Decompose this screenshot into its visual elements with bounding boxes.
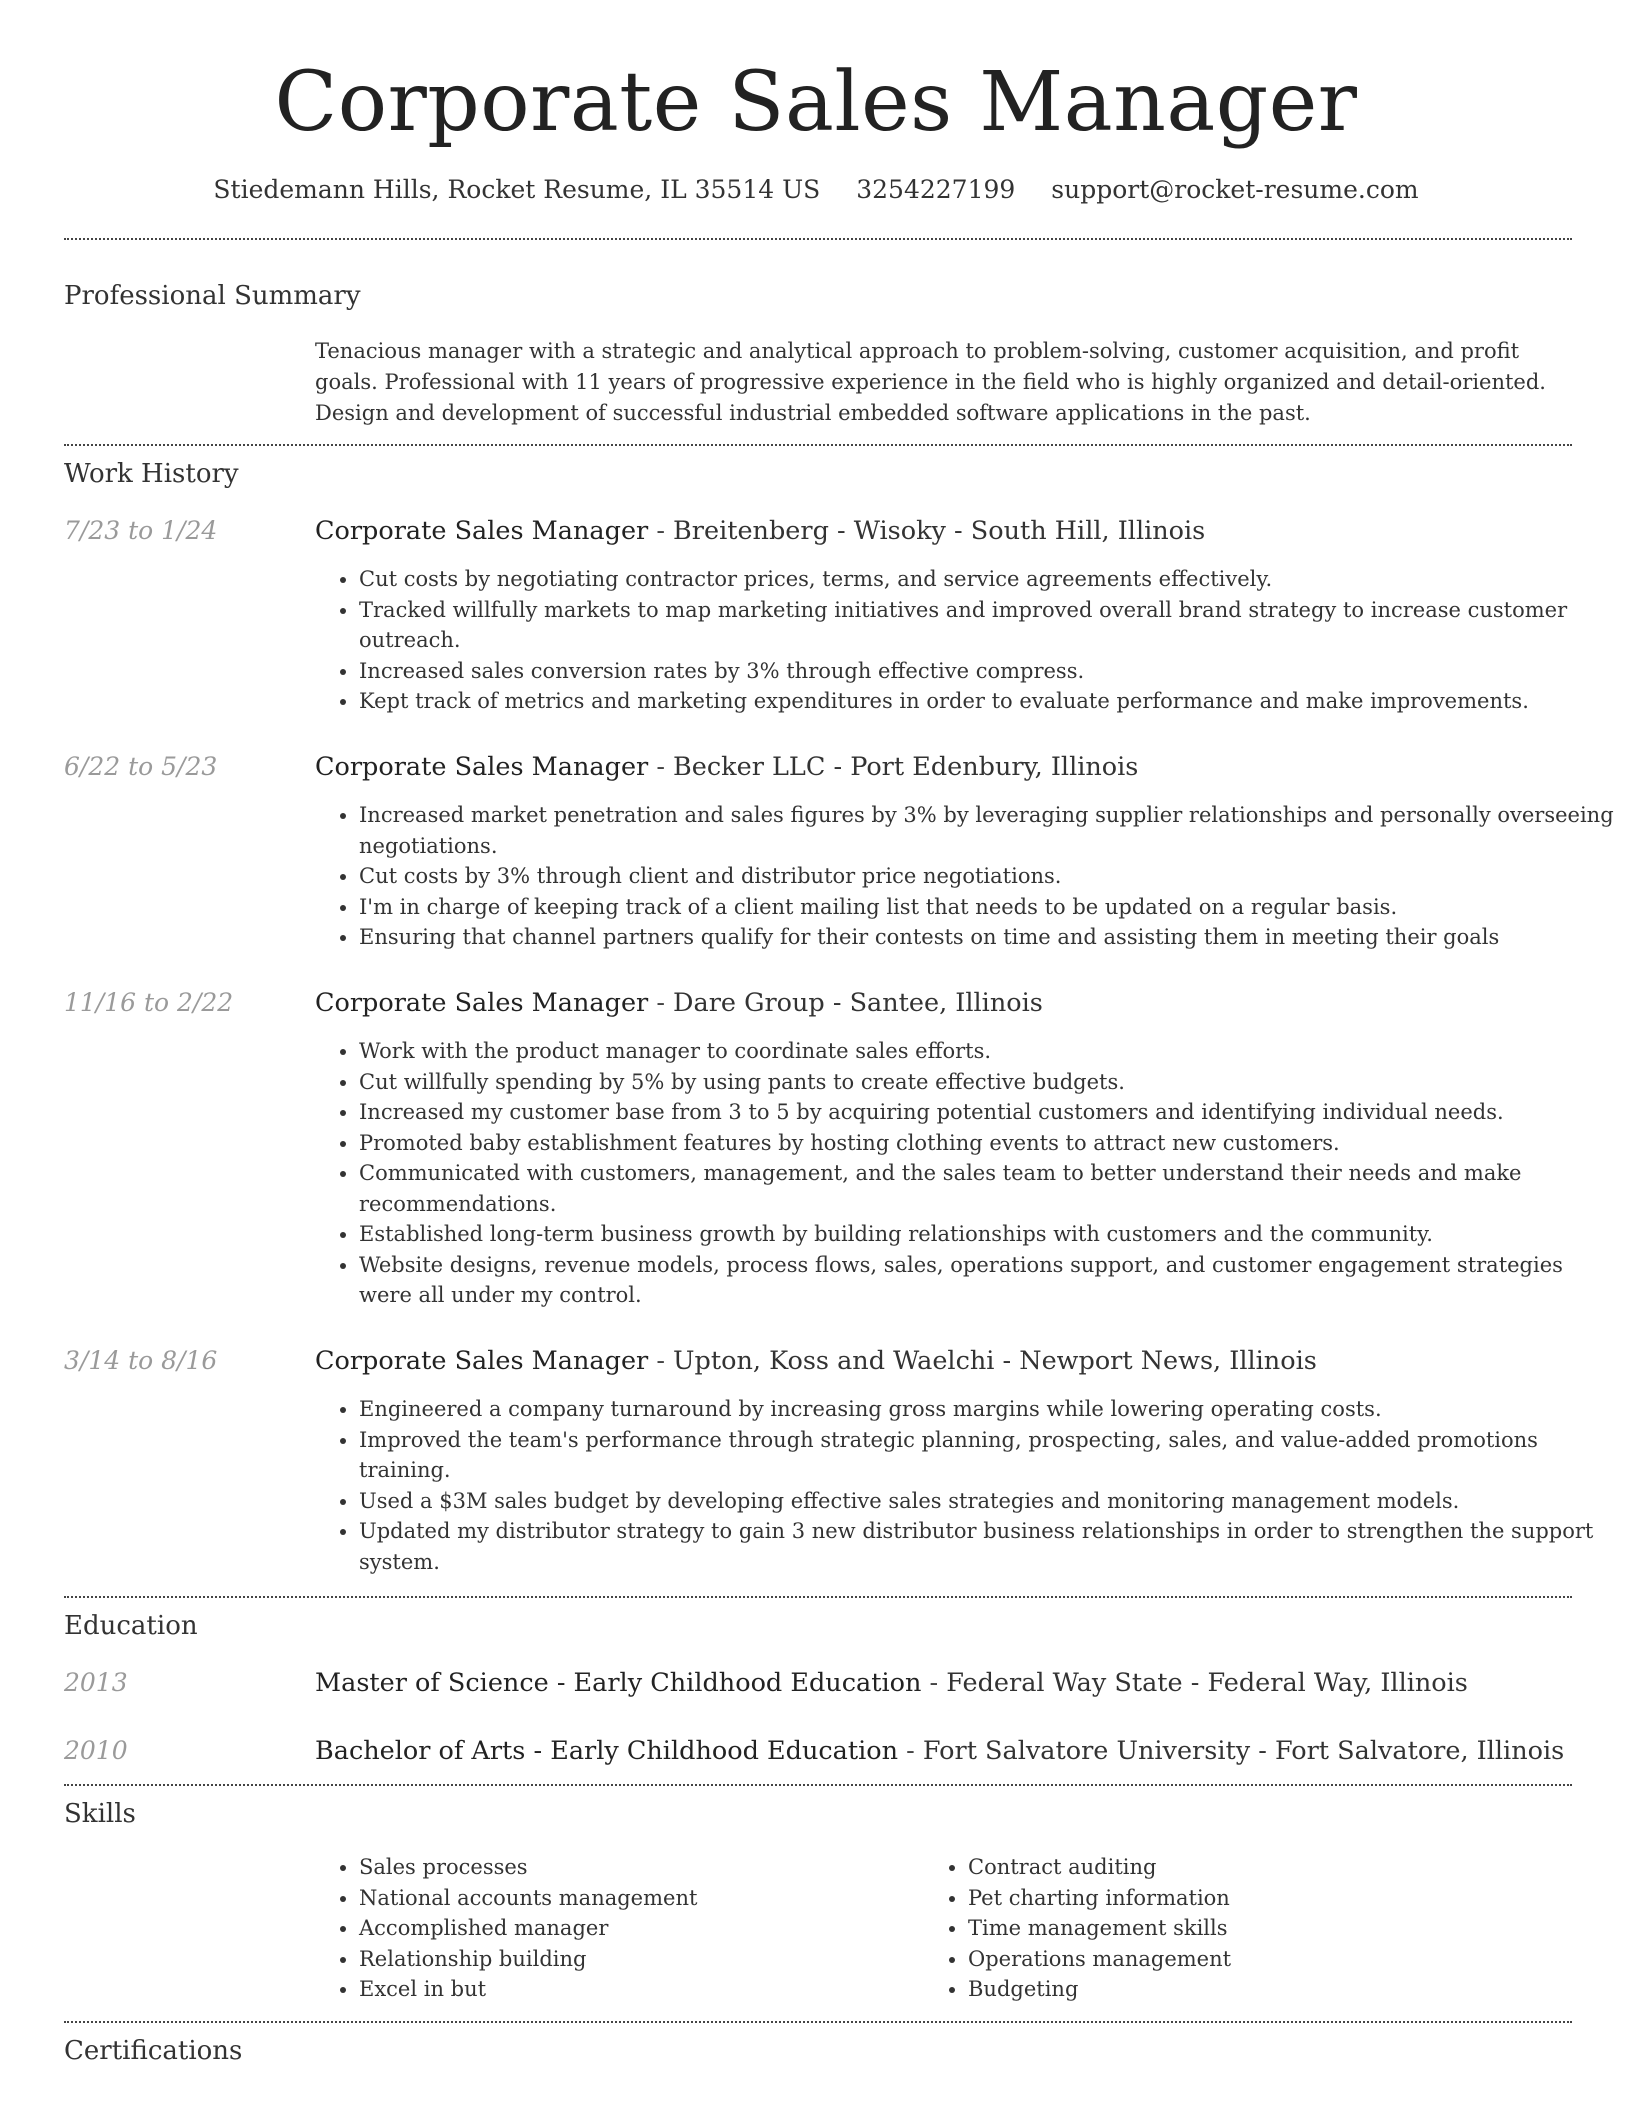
job-role: Corporate Sales Manager bbox=[315, 752, 649, 782]
job-title: Corporate Sales Manager - Upton, Koss and Waelchi - Newport News, Illinois bbox=[315, 1346, 1317, 1376]
bullet-item: • Work with the product manager to coordinate sales efforts. bbox=[359, 1036, 1616, 1067]
education-year: 2010 bbox=[64, 1736, 128, 1765]
job-title: Corporate Sales Manager - Becker LLC - Port Edenbury, Illinois bbox=[315, 752, 1139, 782]
job-bullets bbox=[315, 1394, 1616, 1577]
bullet-item: • Increased sales conversion rates by 3% through effective compress. bbox=[359, 656, 1616, 687]
job-dates: 3/14 to 8/16 bbox=[64, 1346, 218, 1375]
bullet-item: • I'm in charge of keeping track of a client mailing list that needs to be updated on a regular basis. bbox=[359, 892, 1616, 923]
job-title: Corporate Sales Manager - Dare Group - Santee, Illinois bbox=[315, 988, 1043, 1018]
bullet-item: • Promoted baby establishment features by hosting clothing events to attract new customers. bbox=[359, 1128, 1616, 1159]
education-degree: Master of Science - Early Childhood Education bbox=[315, 1668, 922, 1698]
section-divider bbox=[64, 1784, 1572, 1786]
job-dates: 6/22 to 5/23 bbox=[64, 752, 218, 781]
bullet-item: • Kept track of metrics and marketing expenditures in order to evaluate performance and make improvements. bbox=[359, 686, 1616, 717]
resume-name: Corporate Sales Manager bbox=[274, 55, 1358, 150]
job-bullets bbox=[315, 1036, 1616, 1311]
bullet-item: • Ensuring that channel partners qualify for their contests on time and assisting them in meeting their goals bbox=[359, 922, 1616, 953]
skill-item: • Contract auditing bbox=[968, 1852, 1568, 1883]
skill-item: • Pet charting information bbox=[968, 1883, 1568, 1914]
bullet-item: • Increased market penetration and sales figures by 3% by leveraging supplier relationships and personally overseeing negotiations. bbox=[359, 800, 1616, 861]
contact-phone: 3254227199 bbox=[856, 175, 1016, 204]
bullet-item: • Improved the team's performance through strategic planning, prospecting, sales, and value-added promotions training. bbox=[359, 1425, 1616, 1486]
job-bullets bbox=[315, 800, 1616, 953]
section-title-work: Work History bbox=[64, 459, 239, 489]
section-divider bbox=[64, 1596, 1572, 1598]
summary-text: Tenacious manager with a strategic and analytical approach to problem-solving, customer acquisition, and profit goals. Professional with 11 years of progressive experience in the field who is highly organized and detail-oriented. Design and development of successful industrial embedded software applications in the past. bbox=[315, 339, 1546, 425]
bullet-item: • Communicated with customers, management, and the sales team to better understand their needs and make recommendations. bbox=[359, 1158, 1616, 1219]
education-entry: Master of Science - Early Childhood Education - Federal Way State - Federal Way, Illinois bbox=[315, 1668, 1468, 1698]
job-details: Upton, Koss and Waelchi - Newport News, Illinois bbox=[673, 1346, 1317, 1376]
skill-item: • Accomplished manager bbox=[359, 1913, 919, 1944]
job-bullets bbox=[315, 564, 1616, 717]
job-details: Breitenberg - Wisoky - South Hill, Illinois bbox=[673, 516, 1206, 546]
skill-item: • Sales processes bbox=[359, 1852, 919, 1883]
bullet-item: • Cut costs by 3% through client and distributor price negotiations. bbox=[359, 861, 1616, 892]
job-role: Corporate Sales Manager bbox=[315, 988, 649, 1018]
section-divider bbox=[64, 2021, 1572, 2023]
education-entry: Bachelor of Arts - Early Childhood Education - Fort Salvatore University - Fort Salvatore, Illinois bbox=[315, 1736, 1565, 1766]
section-title-summary: Professional Summary bbox=[64, 281, 361, 311]
section-divider bbox=[64, 238, 1572, 240]
education-degree: Bachelor of Arts - Early Childhood Education bbox=[315, 1736, 899, 1766]
bullet-item: • Engineered a company turnaround by increasing gross margins while lowering operating costs. bbox=[359, 1394, 1616, 1425]
skill-item: • National accounts management bbox=[359, 1883, 919, 1914]
skill-item: • Excel in but bbox=[359, 1974, 919, 2005]
education-details: Federal Way State - Federal Way, Illinois bbox=[946, 1668, 1468, 1698]
bullet-item: • Cut willfully spending by 5% by using pants to create effective budgets. bbox=[359, 1067, 1616, 1098]
skill-item: • Operations management bbox=[968, 1944, 1568, 1975]
contact-line bbox=[0, 170, 1632, 210]
job-details: Dare Group - Santee, Illinois bbox=[673, 988, 1043, 1018]
bullet-item: • Used a $3M sales budget by developing effective sales strategies and monitoring management models. bbox=[359, 1486, 1616, 1517]
job-details: Becker LLC - Port Edenbury, Illinois bbox=[673, 752, 1139, 782]
bullet-item: • Cut costs by negotiating contractor prices, terms, and service agreements effectively. bbox=[359, 564, 1616, 595]
job-role: Corporate Sales Manager bbox=[315, 516, 649, 546]
skill-item: • Relationship building bbox=[359, 1944, 919, 1975]
skill-item: • Budgeting bbox=[968, 1974, 1568, 2005]
contact-address: Stiedemann Hills, Rocket Resume, IL 35514 US bbox=[213, 175, 821, 204]
bullet-item: • Increased my customer base from 3 to 5 by acquiring potential customers and identifying individual needs. bbox=[359, 1097, 1616, 1128]
skill-item: • Time management skills bbox=[968, 1913, 1568, 1944]
section-divider bbox=[64, 444, 1572, 446]
job-role: Corporate Sales Manager bbox=[315, 1346, 649, 1376]
contact-email: support@rocket-resume.com bbox=[1051, 175, 1419, 204]
education-year: 2013 bbox=[64, 1668, 128, 1697]
bullet-item: • Website designs, revenue models, process flows, sales, operations support, and customer engagement strategies were all under my control. bbox=[359, 1250, 1616, 1311]
job-dates: 7/23 to 1/24 bbox=[64, 516, 218, 545]
bullet-item: • Tracked willfully markets to map marketing initiatives and improved overall brand strategy to increase customer outreach. bbox=[359, 595, 1616, 656]
section-title-education: Education bbox=[64, 1611, 198, 1641]
education-details: Fort Salvatore University - Fort Salvatore, Illinois bbox=[922, 1736, 1565, 1766]
job-dates: 11/16 to 2/22 bbox=[64, 988, 234, 1017]
section-title-certifications: Certifications bbox=[64, 2036, 243, 2066]
bullet-item: • Updated my distributor strategy to gain 3 new distributor business relationships in order to strengthen the support system. bbox=[359, 1516, 1616, 1577]
skills-list-right bbox=[924, 1852, 1568, 2005]
job-title: Corporate Sales Manager - Breitenberg - Wisoky - South Hill, Illinois bbox=[315, 516, 1206, 546]
section-title-skills: Skills bbox=[64, 1799, 136, 1829]
skills-list-left bbox=[315, 1852, 919, 2005]
bullet-item: • Established long-term business growth by building relationships with customers and the community. bbox=[359, 1219, 1616, 1250]
